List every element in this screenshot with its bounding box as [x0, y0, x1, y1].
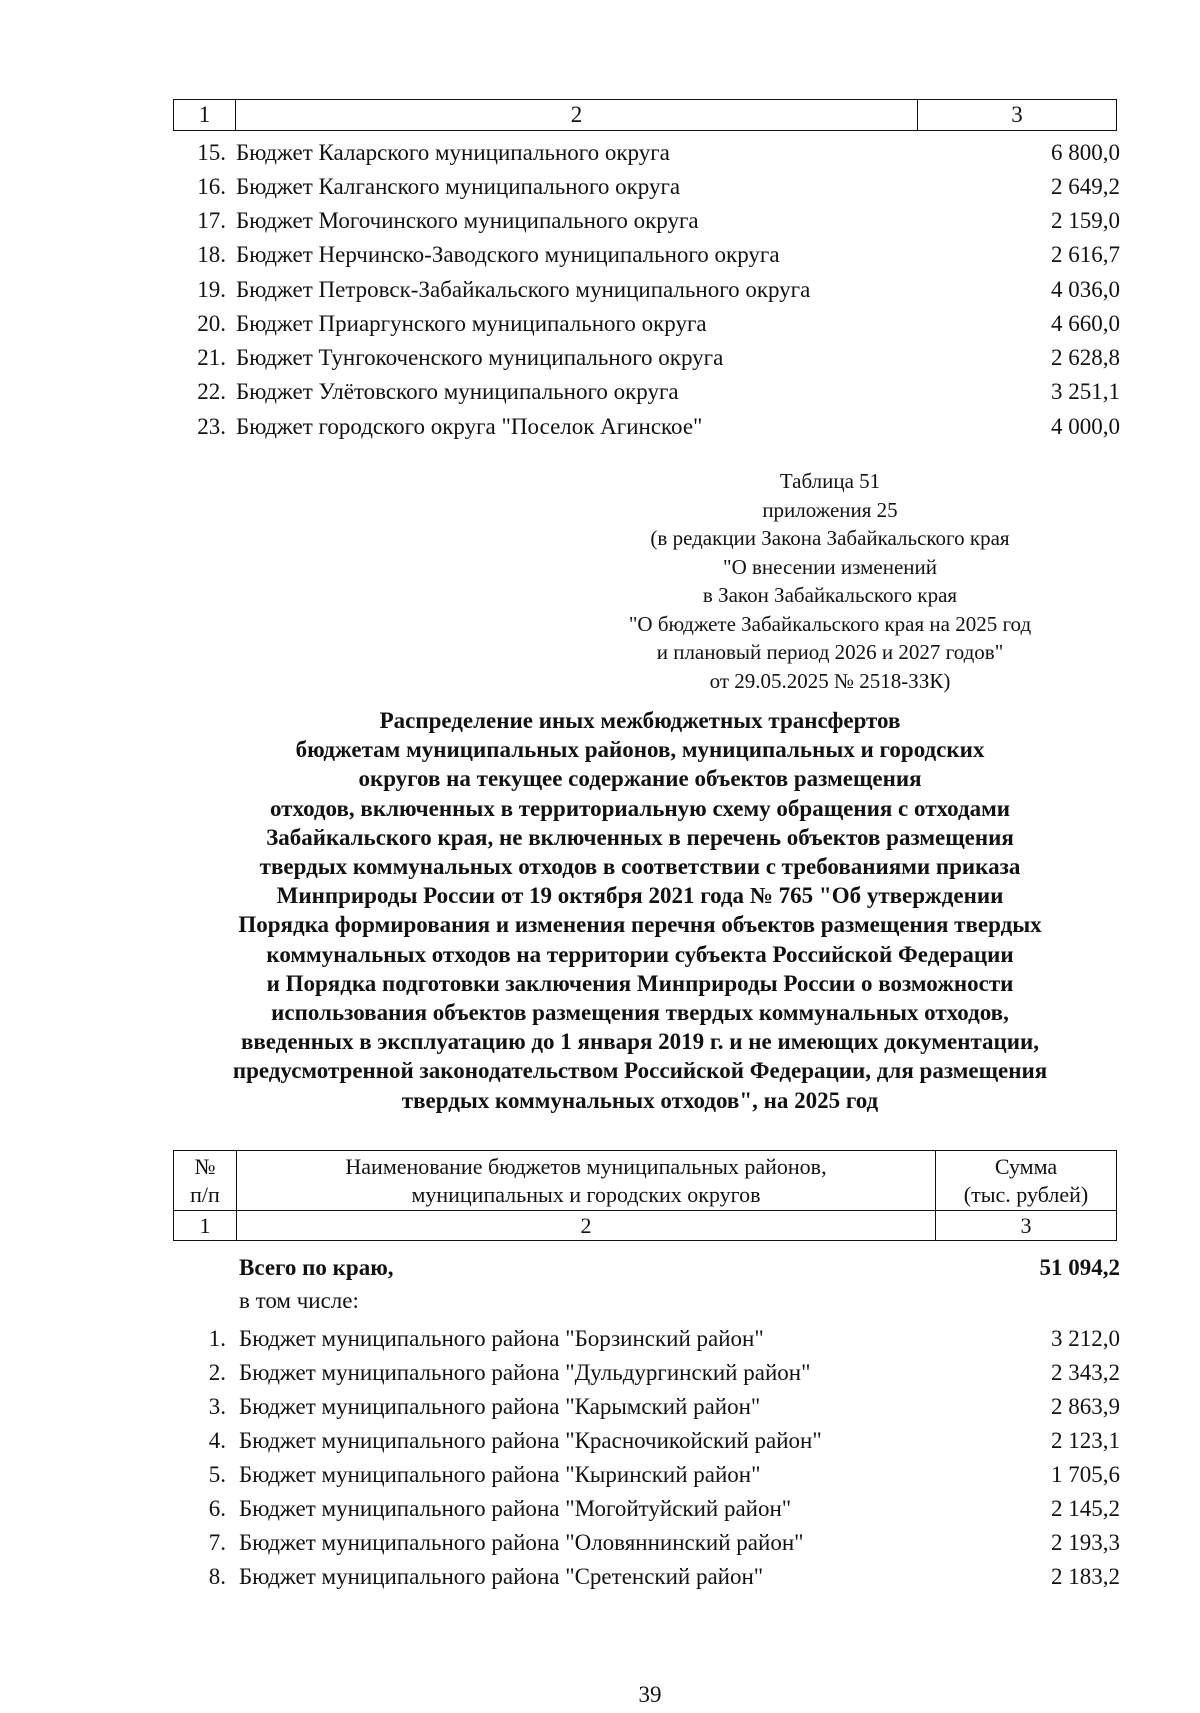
- title-line: твердых коммунальных отходов", на 2025 год: [401, 1087, 879, 1113]
- appendix-line: от 29.05.2025 № 2518-ЗЗК): [709, 668, 951, 693]
- col-number-1: 1: [174, 100, 236, 131]
- list-item: [0, 1458, 1200, 1492]
- appendix-line: в Закон Забайкальского края: [702, 583, 958, 607]
- row-name: Бюджет Калганского муниципального округа: [236, 174, 681, 199]
- total-label: Всего по краю,: [239, 1255, 394, 1280]
- appendix-line: Таблица 51: [779, 469, 881, 493]
- row-sum: 1 705,6: [1051, 1462, 1120, 1487]
- row-sum: 2 628,8: [1051, 345, 1120, 370]
- row-number: 6.: [208, 1496, 226, 1521]
- including-label: в том числе:: [239, 1288, 359, 1313]
- row-name: Бюджет муниципального района "Могойтуйский район": [239, 1496, 792, 1521]
- list-item: [0, 1526, 1200, 1560]
- list-item: [0, 170, 1200, 204]
- row-name: Бюджет Тунгокоченского муниципального округа: [236, 345, 724, 370]
- row-name: Бюджет Приаргунского муниципального округа: [236, 311, 707, 336]
- row-number: 2.: [208, 1360, 226, 1385]
- row-sum: 2 123,1: [1051, 1428, 1120, 1453]
- col-number-1: 1: [174, 1211, 237, 1241]
- header-sum-line: (тыс. рублей): [963, 1181, 1089, 1207]
- header-number-line: п/п: [190, 1181, 220, 1207]
- row-number: 23.: [197, 414, 226, 439]
- document-title: [150, 706, 1130, 1115]
- row-sum: 3 251,1: [1051, 379, 1120, 404]
- row-number: 1.: [208, 1326, 226, 1351]
- row-number: 21.: [197, 345, 226, 370]
- row-name: Бюджет муниципального района "Красночикойский район": [239, 1428, 822, 1453]
- row-name: Бюджет муниципального района "Карымский район": [239, 1394, 761, 1419]
- col-number-2: 2: [237, 1211, 936, 1241]
- row-sum: 4 036,0: [1051, 277, 1120, 302]
- row-sum: 4 000,0: [1051, 414, 1120, 439]
- row-name: Бюджет Могочинского муниципального округа: [236, 208, 699, 233]
- list-item: [0, 1322, 1200, 1356]
- list-item: [0, 204, 1200, 238]
- title-line: и Порядка подготовки заключения Минприроды России о возможности: [266, 970, 1014, 996]
- title-line: Порядка формирования и изменения перечня объектов размещения твердых: [238, 912, 1042, 938]
- list-item: [0, 238, 1200, 272]
- header-name-line: Наименование бюджетов муниципальных районов,: [345, 1153, 827, 1179]
- list-item: [0, 307, 1200, 341]
- row-sum: 4 660,0: [1051, 311, 1120, 336]
- header-name-cell: [237, 1151, 936, 1211]
- appendix-line: и плановый период 2026 и 2027 годов": [656, 640, 1004, 664]
- header-sum-line: Сумма: [994, 1153, 1058, 1179]
- row-number: 15.: [197, 140, 226, 165]
- row-name: Бюджет муниципального района "Борзинский район": [239, 1326, 764, 1351]
- row-number: 20.: [197, 311, 226, 336]
- appendix-line: "О бюджете Забайкальского края на 2025 год: [628, 611, 1032, 636]
- list-item: [0, 1492, 1200, 1526]
- row-number: 7.: [208, 1530, 226, 1555]
- row-sum: 2 183,2: [1051, 1564, 1120, 1589]
- list-item: [0, 375, 1200, 409]
- row-name: Бюджет городского округа "Поселок Агинское": [236, 414, 703, 439]
- row-number: 18.: [197, 242, 226, 267]
- row-number: 22.: [197, 379, 226, 404]
- title-line: Забайкальского края, не включенных в перечень объектов размещения: [266, 824, 1014, 850]
- row-sum: 2 863,9: [1051, 1394, 1120, 1419]
- distribution-table-header: [173, 1150, 1117, 1241]
- title-line: введенных в эксплуатацию до 1 января 2019 г. и не имеющих документации,: [240, 1029, 1040, 1055]
- row-name: Бюджет муниципального района "Дульдургинский район": [239, 1360, 811, 1385]
- list-item: [0, 341, 1200, 375]
- list-item: [0, 1390, 1200, 1424]
- col-number-2: 2: [236, 100, 918, 131]
- row-number: 19.: [197, 277, 226, 302]
- appendix-reference: [590, 467, 1070, 695]
- row-sum: 6 800,0: [1051, 140, 1120, 165]
- header-number-cell: [174, 1151, 237, 1211]
- row-sum: 2 145,2: [1051, 1496, 1120, 1521]
- list-item: [0, 273, 1200, 307]
- list-item: [0, 1424, 1200, 1458]
- row-sum: 2 193,3: [1051, 1530, 1120, 1555]
- title-line: округов на текущее содержание объектов размещения: [358, 766, 922, 792]
- header-number-line: №: [194, 1153, 216, 1179]
- row-name: Бюджет Каларского муниципального округа: [236, 140, 670, 165]
- row-name: Бюджет Улётовского муниципального округа: [236, 379, 679, 404]
- row-name: Бюджет муниципального района "Оловяннинский район": [239, 1530, 804, 1555]
- title-line: отходов, включенных в территориальную схему обращения с отходами: [269, 795, 1011, 821]
- row-name: Бюджет Нерчинско-Заводского муниципального округа: [236, 242, 780, 267]
- header-sum-cell: [936, 1151, 1117, 1211]
- row-sum: 2 159,0: [1051, 208, 1120, 233]
- row-sum: 2 343,2: [1051, 1360, 1120, 1385]
- appendix-line: (в редакции Закона Забайкальского края: [650, 526, 1010, 550]
- row-number: 5.: [208, 1462, 226, 1487]
- list-item: [0, 1356, 1200, 1390]
- row-name: Бюджет муниципального района "Кыринский район": [239, 1462, 761, 1487]
- row-number: 8.: [208, 1564, 226, 1589]
- row-number: 3.: [208, 1394, 226, 1419]
- row-sum: 2 649,2: [1051, 174, 1120, 199]
- title-line: Распределение иных межбюджетных трансфертов: [379, 708, 901, 733]
- row-number: 16.: [197, 174, 226, 199]
- title-line: твердых коммунальных отходов в соответствии с требованиями приказа: [259, 854, 1021, 880]
- top-column-number-header: [173, 99, 1117, 131]
- row-name: Бюджет муниципального района "Сретенский район": [239, 1564, 764, 1589]
- header-name-line: муниципальных и городских округов: [411, 1181, 761, 1207]
- title-line: бюджетам муниципальных районов, муниципальных и городских: [295, 737, 985, 763]
- page-number: 39: [638, 1682, 662, 1707]
- row-sum: 2 616,7: [1051, 242, 1120, 267]
- row-number: 4.: [208, 1428, 226, 1453]
- row-number: 17.: [197, 208, 226, 233]
- total-sum: 51 094,2: [1039, 1255, 1120, 1280]
- row-sum: 3 212,0: [1051, 1326, 1120, 1351]
- row-name: Бюджет Петровск-Забайкальского муниципального округа: [236, 277, 811, 302]
- list-item: [0, 136, 1200, 170]
- appendix-line: "О внесении изменений: [723, 554, 937, 579]
- col-number-3: 3: [936, 1211, 1117, 1241]
- title-line: использования объектов размещения твердых коммунальных отходов,: [271, 1000, 1009, 1026]
- title-line: коммунальных отходов на территории субъекта Российской Федерации: [266, 941, 1014, 967]
- title-line: предусмотренной законодательством Российской Федерации, для размещения: [232, 1058, 1048, 1084]
- title-line: Минприроды России от 19 октября 2021 года № 765 "Об утверждении: [276, 883, 1004, 909]
- col-number-3: 3: [918, 100, 1117, 131]
- list-item: [0, 410, 1200, 444]
- list-item: [0, 1560, 1200, 1594]
- appendix-line: приложения 25: [762, 497, 898, 522]
